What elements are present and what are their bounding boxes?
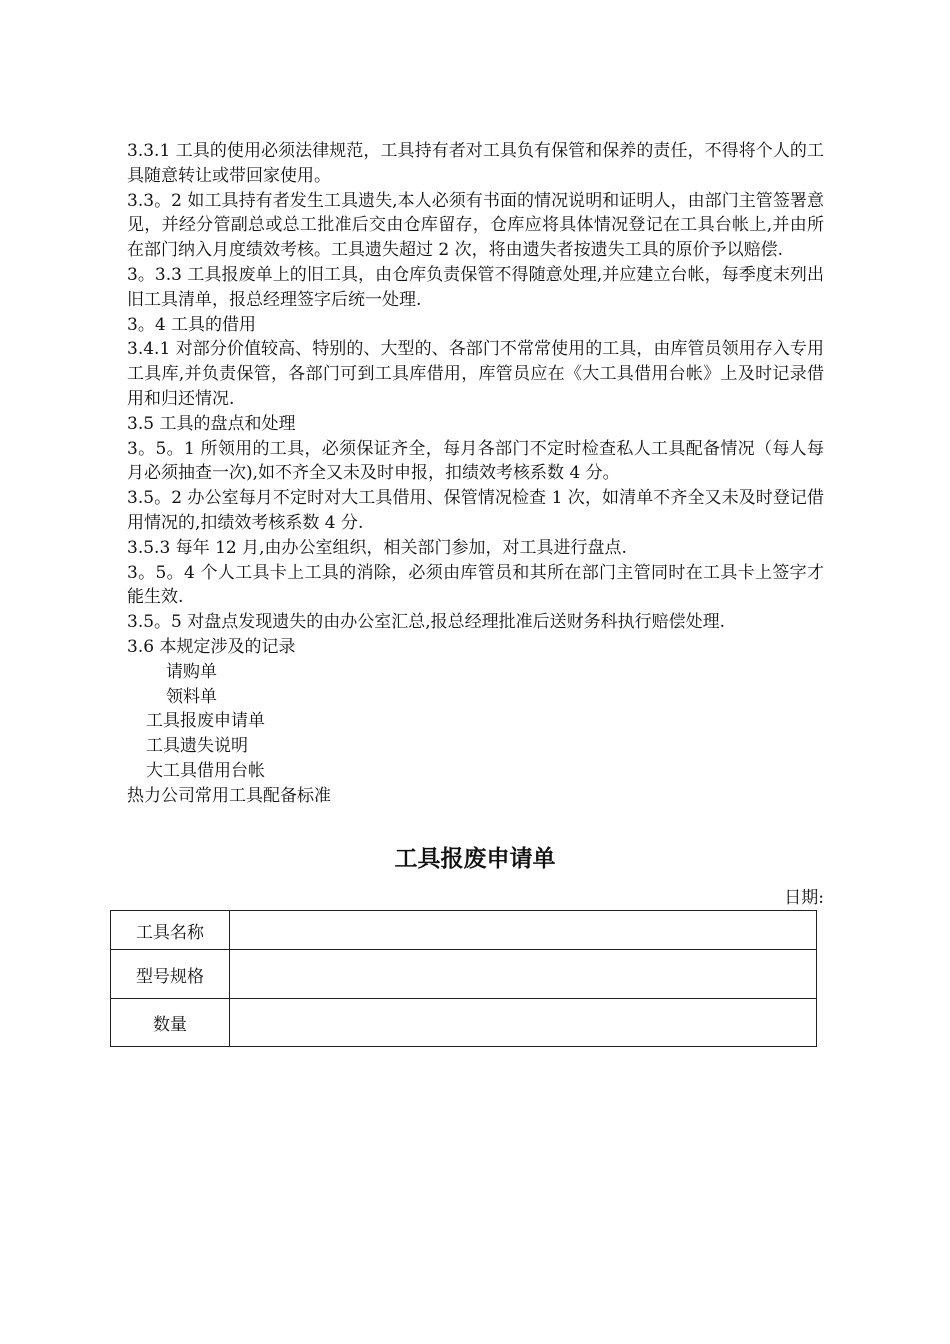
paragraph-3-5-4: 3。5。4 个人工具卡上工具的消除，必须由库管员和其所在部门主管同时在工具卡上签字才能生效. xyxy=(127,562,824,608)
record-item: 工具遗失说明 xyxy=(146,736,248,757)
form-title: 工具报废申请单 xyxy=(394,846,556,872)
paragraph-3-5-3: 3.5.3 每年 12 月,由办公室组织，相关部门参加，对工具进行盘点. xyxy=(127,537,627,558)
paragraph-3-5-1: 3。5。1 所领用的工具，必须保证齐全，每月各部门不定时检查私人工具配备情况（每人每月必须抽查一次),如不齐全又未及时申报，扣绩效考核系数 4 分。 xyxy=(127,438,824,484)
paragraph-3-4-1: 3.4.1 对部分价值较高、特别的、大型的、各部门不常常使用的工具，由库管员领用存入专用工具库,并负责保管，各部门可到工具库借用，库管员应在《大工具借用台帐》上及时记录借用和归还情况. xyxy=(127,339,824,409)
heading-3-4: 3。4 工具的借用 xyxy=(127,314,257,335)
model-spec-label: 型号规格 xyxy=(111,950,230,999)
table-row xyxy=(111,950,817,999)
heading-3-6: 3.6 本规定涉及的记录 xyxy=(127,636,296,657)
model-spec-field[interactable] xyxy=(230,950,817,999)
paragraph-3-3-2: 3.3。2 如工具持有者发生工具遗失,本人必须有书面的情况说明和证明人，由部门主管签署意见，并经分管副总或总工批准后交由仓库留存，仓库应将具体情况登记在工具台帐上,并由所在部门纳入月度绩效考核。工具遗失超过 2 次，将由遗失者按遗失工具的原价予以赔偿. xyxy=(127,190,824,261)
quantity-field[interactable] xyxy=(230,999,817,1047)
record-item: 大工具借用台帐 xyxy=(146,760,265,781)
paragraph-3-5-5: 3.5。5 对盘点发现遗失的由办公室汇总,报总经理批准后送财务科执行赔偿处理. xyxy=(127,612,726,633)
quantity-label: 数量 xyxy=(111,999,230,1047)
tool-name-field[interactable] xyxy=(230,911,817,950)
record-item: 工具报废申请单 xyxy=(146,711,265,732)
record-item: 领料单 xyxy=(166,686,217,707)
scrap-request-form-table xyxy=(110,910,817,1047)
paragraph-3-5-2: 3.5。2 办公室每月不定时对大工具借用、保管情况检查 1 次，如清单不齐全又未及时登记借用情况的,扣绩效考核系数 4 分. xyxy=(127,488,824,533)
document-body xyxy=(127,139,824,809)
table-row xyxy=(111,999,817,1047)
paragraph-3-3-3: 3。3.3 工具报废单上的旧工具，由仓库负责保管不得随意处理,并应建立台帐，每季度末列出旧工具清单，报总经理签字后统一处理. xyxy=(127,264,824,310)
date-label: 日期: xyxy=(784,888,824,908)
tool-name-label: 工具名称 xyxy=(111,911,230,950)
record-item: 请购单 xyxy=(166,661,217,682)
paragraph-3-3-1: 3.3.1 工具的使用必须法律规范，工具持有者对工具负有保管和保养的责任，不得将个人的工具随意转让或带回家使用。 xyxy=(127,141,824,186)
table-row xyxy=(111,911,817,950)
heading-3-5: 3.5 工具的盘点和处理 xyxy=(127,413,296,434)
record-item: 热力公司常用工具配备标准 xyxy=(127,785,331,806)
